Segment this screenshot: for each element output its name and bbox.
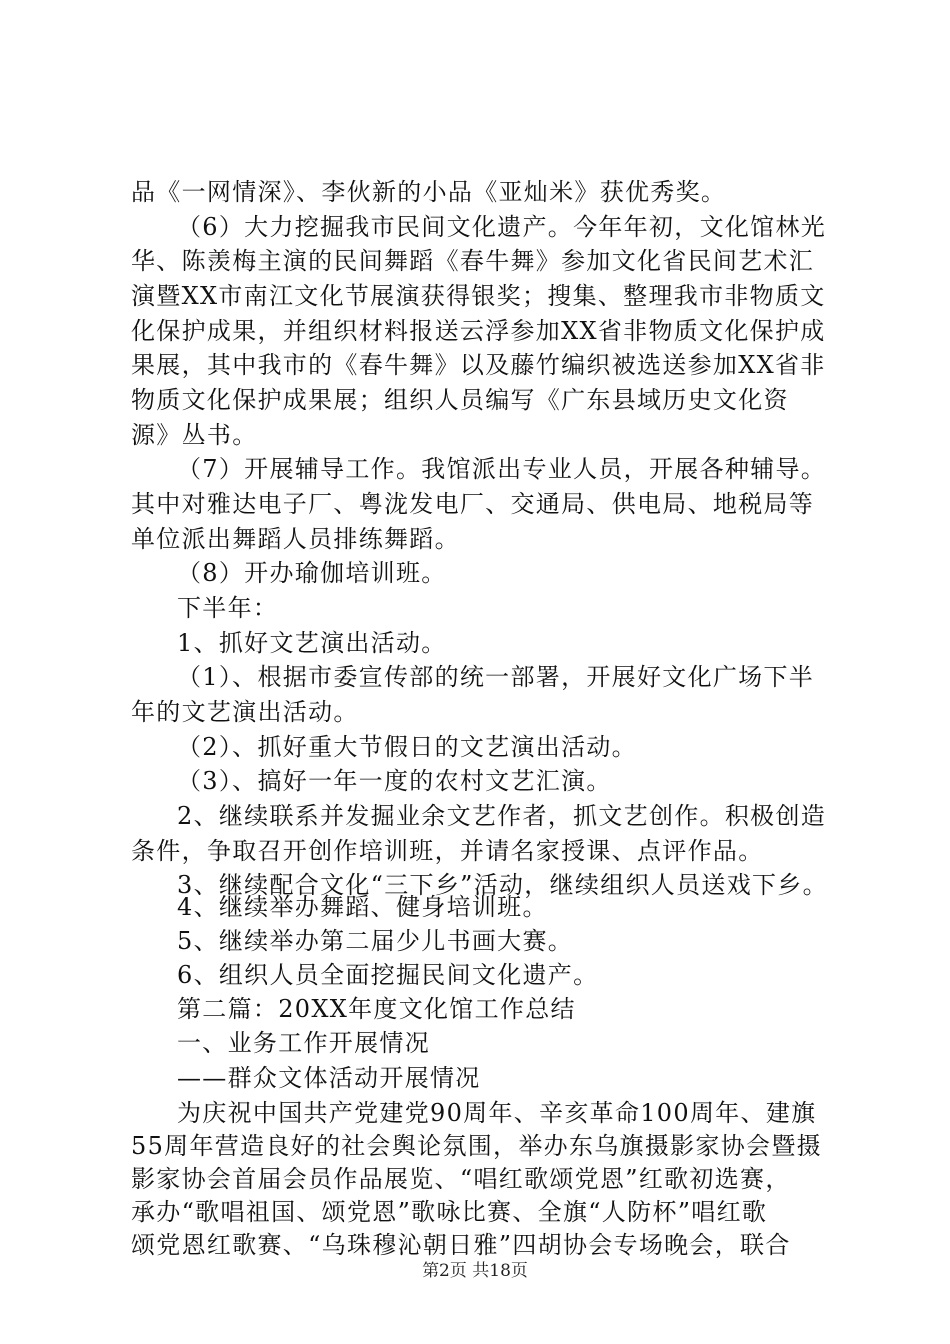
text-line: 品《一网情深》、李伙新的小品《亚灿米》获优秀奖。	[131, 178, 727, 206]
text-line: （8）开办瑜伽培训班。	[177, 559, 447, 587]
text-line: 2、继续联系并发掘业余文艺作者，抓文艺创作。积极创造	[177, 802, 827, 830]
text-line: 颂党恩红歌赛、“乌珠穆沁朝日雅”四胡协会专场晚会，联合	[131, 1231, 791, 1259]
text-line: 为庆祝中国共产党建党90周年、辛亥革命100周年、建旗	[177, 1099, 817, 1127]
text-line: 其中对雅达电子厂、粤泷发电厂、交通局、供电局、地税局等	[131, 490, 815, 518]
text-line: （2）、抓好重大节假日的文艺演出活动。	[177, 733, 637, 761]
text-line: 3、继续配合文化“三下乡”活动，继续组织人员送戏下乡。	[177, 871, 828, 899]
text-line: （6）大力挖掘我市民间文化遗产。今年年初，文化馆林光	[177, 213, 827, 241]
text-line: 一、业务工作开展情况	[177, 1029, 430, 1057]
text-line: （7）开展辅导工作。我馆派出专业人员，开展各种辅导。	[177, 455, 827, 483]
text-line: 化保护成果，并组织材料报送云浮参加XX省非物质文化保护成	[131, 317, 826, 345]
section-heading: 第二篇：20XX年度文化馆工作总结	[177, 995, 576, 1023]
text-line: （3）、搞好一年一度的农村文艺汇演。	[177, 767, 612, 795]
text-line: 源》丛书。	[131, 421, 258, 449]
text-line: 5、继续举办第二届少儿书画大赛。	[177, 927, 574, 955]
text-line: 影家协会首届会员作品展览、“唱红歌颂党恩”红歌初选赛，	[131, 1165, 791, 1193]
text-line: 华、陈羡梅主演的民间舞蹈《春牛舞》参加文化省民间艺术汇	[131, 247, 815, 275]
text-line: ——群众文体活动开展情况	[177, 1064, 481, 1092]
text-line: 55周年营造良好的社会舆论氛围，举办东乌旗摄影家协会暨摄	[131, 1132, 822, 1160]
text-line: 承办“歌唱祖国、颂党恩”歌咏比赛、全旗“人防杯”唱红歌	[131, 1198, 768, 1226]
text-line: 年的文艺演出活动。	[131, 698, 359, 726]
text-line: 果展，其中我市的《春牛舞》以及藤竹编织被选送参加XX省非	[131, 351, 826, 379]
text-line: 6、组织人员全面挖掘民间文化遗产。	[177, 961, 599, 989]
text-line: 单位派出舞蹈人员排练舞蹈。	[131, 525, 460, 553]
text-line: 演暨XX市南江文化节展演获得银奖；搜集、整理我市非物质文	[131, 282, 826, 310]
page-footer: 第2页 共18页	[422, 1261, 528, 1281]
text-line: 条件，争取召开创作培训班，并请名家授课、点评作品。	[131, 837, 764, 865]
text-line: 下半年：	[177, 594, 279, 622]
text-line: （1）、根据市委宣传部的统一部署，开展好文化广场下半	[177, 663, 815, 691]
text-line: 物质文化保护成果展；组织人员编写《广东县域历史文化资	[131, 386, 789, 414]
text-line: 4、继续举办舞蹈、健身培训班。	[177, 893, 548, 921]
text-line: 1、抓好文艺演出活动。	[177, 629, 447, 657]
